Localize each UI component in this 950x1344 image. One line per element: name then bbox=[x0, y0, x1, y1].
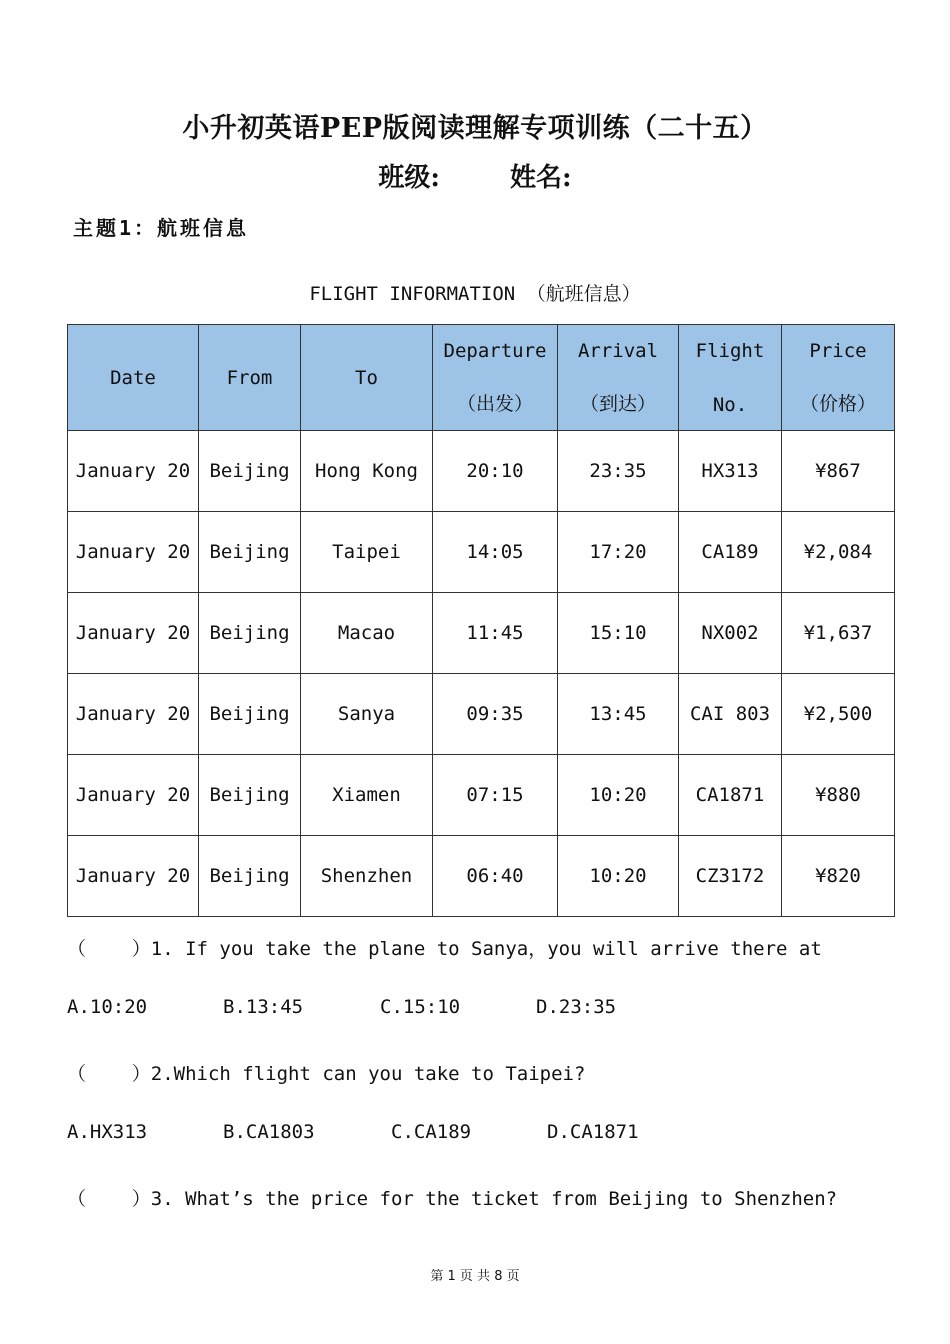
cell-to: Shenzhen bbox=[301, 836, 433, 917]
cell-flight-no: CA189 bbox=[679, 512, 782, 593]
header-date: Date bbox=[68, 325, 199, 431]
cell-arrival: 10:20 bbox=[558, 836, 679, 917]
cell-to: Xiamen bbox=[301, 755, 433, 836]
name-label: 姓名: bbox=[510, 163, 572, 193]
cell-arrival: 15:10 bbox=[558, 593, 679, 674]
cell-price: ¥2,084 bbox=[782, 512, 895, 593]
cell-from: Beijing bbox=[199, 593, 301, 674]
cell-to: Macao bbox=[301, 593, 433, 674]
page-title: 小升初英语PEP版阅读理解专项训练（二十五） bbox=[182, 113, 768, 144]
flight-information-table bbox=[67, 324, 895, 917]
cell-flight-no: NX002 bbox=[679, 593, 782, 674]
cell-price: ¥880 bbox=[782, 755, 895, 836]
option-d: D.23:35 bbox=[536, 996, 617, 1018]
header-flight-no: Flight No. bbox=[679, 325, 782, 431]
cell-flight-no: CAI 803 bbox=[679, 674, 782, 755]
cell-flight-no: HX313 bbox=[679, 431, 782, 512]
cell-from: Beijing bbox=[199, 836, 301, 917]
table-row bbox=[68, 836, 895, 917]
header-price: Price （价格） bbox=[782, 325, 895, 431]
question-1-stem: （ ）1. If you take the plane to Sanya，you will arrive there at bbox=[67, 938, 822, 960]
student-info-line bbox=[0, 157, 950, 194]
header-departure: Departure （出发） bbox=[433, 325, 558, 431]
cell-flight-no: CZ3172 bbox=[679, 836, 782, 917]
class-label: 班级: bbox=[378, 163, 440, 193]
cell-departure: 11:45 bbox=[433, 593, 558, 674]
option-c: C.15:10 bbox=[380, 996, 461, 1018]
cell-arrival: 10:20 bbox=[558, 755, 679, 836]
header-arrival: Arrival （到达） bbox=[558, 325, 679, 431]
table-row bbox=[68, 755, 895, 836]
cell-departure: 06:40 bbox=[433, 836, 558, 917]
cell-departure: 09:35 bbox=[433, 674, 558, 755]
cell-date: January 20 bbox=[68, 431, 199, 512]
option-b: B.13:45 bbox=[223, 996, 304, 1018]
cell-from: Beijing bbox=[199, 755, 301, 836]
table-row bbox=[68, 593, 895, 674]
table-caption: FLIGHT INFORMATION （航班信息） bbox=[309, 283, 641, 305]
question-2-stem: （ ）2.Which flight can you take to Taipei? bbox=[67, 1063, 586, 1085]
page-footer: 第 1 页 共 8 页 bbox=[430, 1269, 520, 1284]
table-row bbox=[68, 431, 895, 512]
cell-arrival: 23:35 bbox=[558, 431, 679, 512]
cell-date: January 20 bbox=[68, 755, 199, 836]
cell-departure: 07:15 bbox=[433, 755, 558, 836]
option-a: A.10:20 bbox=[67, 996, 148, 1018]
cell-from: Beijing bbox=[199, 512, 301, 593]
option-a: A.HX313 bbox=[67, 1121, 148, 1143]
cell-date: January 20 bbox=[68, 836, 199, 917]
cell-arrival: 13:45 bbox=[558, 674, 679, 755]
cell-departure: 20:10 bbox=[433, 431, 558, 512]
cell-from: Beijing bbox=[199, 674, 301, 755]
option-c: C.CA189 bbox=[391, 1121, 472, 1143]
cell-arrival: 17:20 bbox=[558, 512, 679, 593]
cell-from: Beijing bbox=[199, 431, 301, 512]
cell-flight-no: CA1871 bbox=[679, 755, 782, 836]
option-b: B.CA1803 bbox=[223, 1121, 315, 1143]
table-row bbox=[68, 674, 895, 755]
cell-price: ¥867 bbox=[782, 431, 895, 512]
cell-to: Hong Kong bbox=[301, 431, 433, 512]
cell-to: Taipei bbox=[301, 512, 433, 593]
cell-to: Sanya bbox=[301, 674, 433, 755]
option-d: D.CA1871 bbox=[547, 1121, 639, 1143]
table-header-row bbox=[68, 325, 895, 431]
cell-price: ¥820 bbox=[782, 836, 895, 917]
cell-departure: 14:05 bbox=[433, 512, 558, 593]
question-3-stem: （ ）3. What’s the price for the ticket from Beijing to Shenzhen? bbox=[67, 1188, 838, 1210]
cell-date: January 20 bbox=[68, 512, 199, 593]
cell-date: January 20 bbox=[68, 674, 199, 755]
table-row bbox=[68, 512, 895, 593]
cell-date: January 20 bbox=[68, 593, 199, 674]
header-from: From bbox=[199, 325, 301, 431]
header-to: To bbox=[301, 325, 433, 431]
cell-price: ¥1,637 bbox=[782, 593, 895, 674]
topic-heading: 主题1：航班信息 bbox=[73, 216, 250, 240]
cell-price: ¥2,500 bbox=[782, 674, 895, 755]
